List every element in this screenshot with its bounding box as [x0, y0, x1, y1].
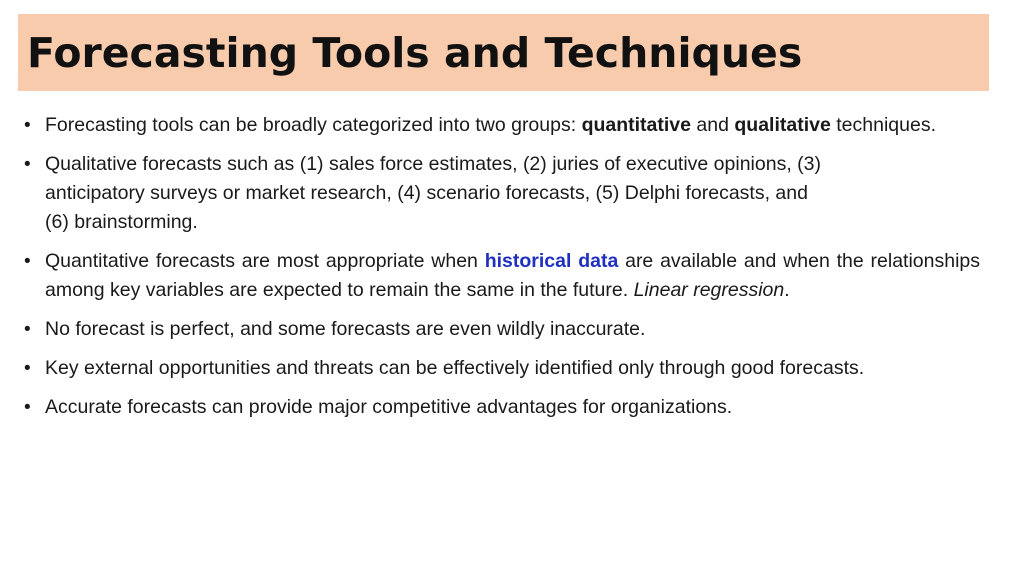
bullet-text: Accurate forecasts can provide major competitive advantages for organizations. [45, 396, 733, 418]
term-historical-data: historical data [484, 250, 619, 272]
bullet-dot-icon: • [24, 358, 31, 379]
bullet-line: Qualitative forecasts such as (1) sales force estimates, (2) juries of executive opinions, (3) [45, 153, 821, 175]
bullet-text: No forecast is perfect, and some forecasts are even wildly inaccurate. [45, 318, 646, 340]
bullet-dot-icon: • [24, 251, 31, 272]
bullet-text: techniques. [830, 114, 936, 136]
bullet-list [24, 111, 980, 432]
bullet-item-competitive-advantage [24, 393, 980, 422]
term-quantitative: quantitative [581, 114, 691, 136]
term-linear-regression: Linear regression [633, 279, 785, 301]
bullet-dot-icon: • [24, 154, 31, 175]
slide-title: Forecasting Tools and Techniques [27, 28, 803, 77]
bullet-dot-icon: • [24, 397, 31, 418]
bullet-text: Quantitative forecasts are most appropriate when [45, 250, 485, 272]
bullet-dot-icon: • [24, 115, 31, 136]
bullet-dot-icon: • [24, 319, 31, 340]
bullet-text: are available and when the relationships among key variables are expected to remain the same in the future. [45, 250, 980, 301]
bullet-item-qualitative-forecasts [24, 150, 980, 237]
bullet-text: and [691, 114, 735, 136]
bullet-text: Key external opportunities and threats can be effectively identified only through good forecasts. [45, 357, 865, 379]
bullet-item-tool-groups [24, 111, 980, 140]
bullet-text: Forecasting tools can be broadly categorized into two groups: [45, 114, 582, 136]
bullet-line: (6) brainstorming. [45, 211, 198, 233]
bullet-item-quantitative-forecasts [24, 247, 980, 305]
slide-title-bar [18, 14, 989, 91]
bullet-text: . [784, 279, 790, 301]
bullet-item-opportunities-threats [24, 354, 980, 383]
term-qualitative: qualitative [734, 114, 831, 136]
bullet-line: anticipatory surveys or market research, (4) scenario forecasts, (5) Delphi forecasts, and [45, 182, 808, 204]
bullet-item-no-perfect-forecast [24, 315, 980, 344]
